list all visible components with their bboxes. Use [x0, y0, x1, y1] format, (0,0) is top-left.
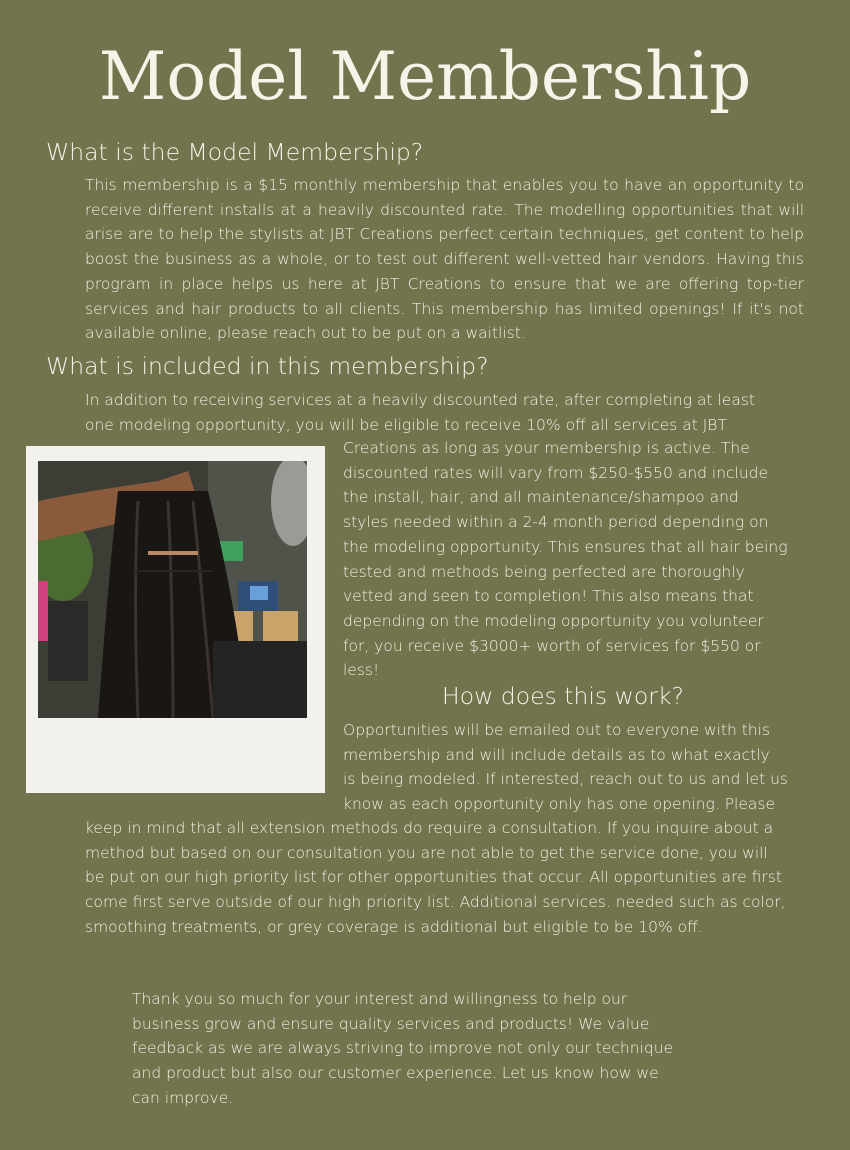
text-line: for, you receive $3000+ worth of services for $550 or — [343, 636, 761, 655]
text-line: vetted and seen to completion! This also means that — [343, 587, 754, 606]
thank-you-note — [132, 987, 673, 1111]
text-line: and product but also our customer experience. Let us know how we — [132, 1064, 659, 1083]
how-it-works-side — [343, 718, 788, 817]
text-line: Creations as long as your membership is active. The — [343, 439, 750, 457]
text-line: Opportunities will be emailed out to everyone with this — [343, 721, 771, 739]
text-line: styles needed within a 2-4 month period depending on — [343, 513, 769, 532]
text-line: feedback as we are always striving to improve not only our technique — [132, 1039, 674, 1058]
text-line: come first serve outside of our high priority list. Additional services. needed such as color, — [85, 893, 786, 912]
text-line: can improve. — [132, 1088, 234, 1107]
text-line: Thank you so much for your interest and willingness to help our — [132, 990, 628, 1008]
included-intro — [85, 388, 755, 437]
text-line: one modeling opportunity, you will be eligible to receive 10% off all services at JBT — [85, 415, 727, 434]
text-line: discounted rates will vary from $250-$550 and include — [343, 463, 769, 482]
section-heading-included: What is included in this membership? — [46, 352, 489, 380]
text-line: be put on our high priority list for other opportunities that occur. All opportunities are first — [85, 868, 782, 887]
text-line: depending on the modeling opportunity you volunteer — [343, 611, 764, 630]
membership-description: This membership is a $15 monthly membership that enables you to have an opportunity to receive different installs at a heavily discounted rate. The modelling opportunities that will arise are to help the stylists at JBT Creations perfect certain techniques, get content to help boost the business as a whole, or to test out different well-vetted hair vendors. Having this program in place helps us here at JBT Creations to ensure that we are offering top-tier services and hair products to all clients. This membership has limited openings! If it's not available online, please reach out to be put on a waitlist. — [85, 176, 804, 343]
hair-extension-photo — [38, 461, 307, 718]
text-line: smoothing treatments, or grey coverage is additional but eligible to be 10% off. — [85, 917, 703, 936]
included-details — [343, 436, 788, 683]
text-line: the modeling opportunity. This ensures that all hair being — [343, 537, 788, 556]
section-heading-what-is: What is the Model Membership? — [46, 138, 424, 166]
polaroid-frame — [26, 446, 325, 793]
text-line: keep in mind that all extension methods do require a consultation. If you inquire about a — [85, 819, 774, 837]
text-line: is being modeled. If interested, reach out to us and let us — [343, 770, 788, 789]
text-line: business grow and ensure quality services and products! We value — [132, 1014, 650, 1033]
text-line: know as each opportunity only has one opening. Please — [343, 795, 775, 814]
section-heading-how-it-works: How does this work? — [442, 682, 684, 710]
text-line: the install, hair, and all maintenance/shampoo and — [343, 488, 739, 507]
text-line: tested and methods being perfected are thoroughly — [343, 562, 745, 581]
text-line: method but based on our consultation you are not able to get the service done, you will — [85, 843, 768, 862]
text-line: less! — [343, 661, 380, 680]
text-line: membership and will include details as to what exactly — [343, 745, 770, 764]
how-it-works-full — [85, 816, 786, 940]
page-title: Model Membership — [98, 38, 752, 115]
text-line: In addition to receiving services at a heavily discounted rate, after completing at least — [85, 391, 755, 409]
